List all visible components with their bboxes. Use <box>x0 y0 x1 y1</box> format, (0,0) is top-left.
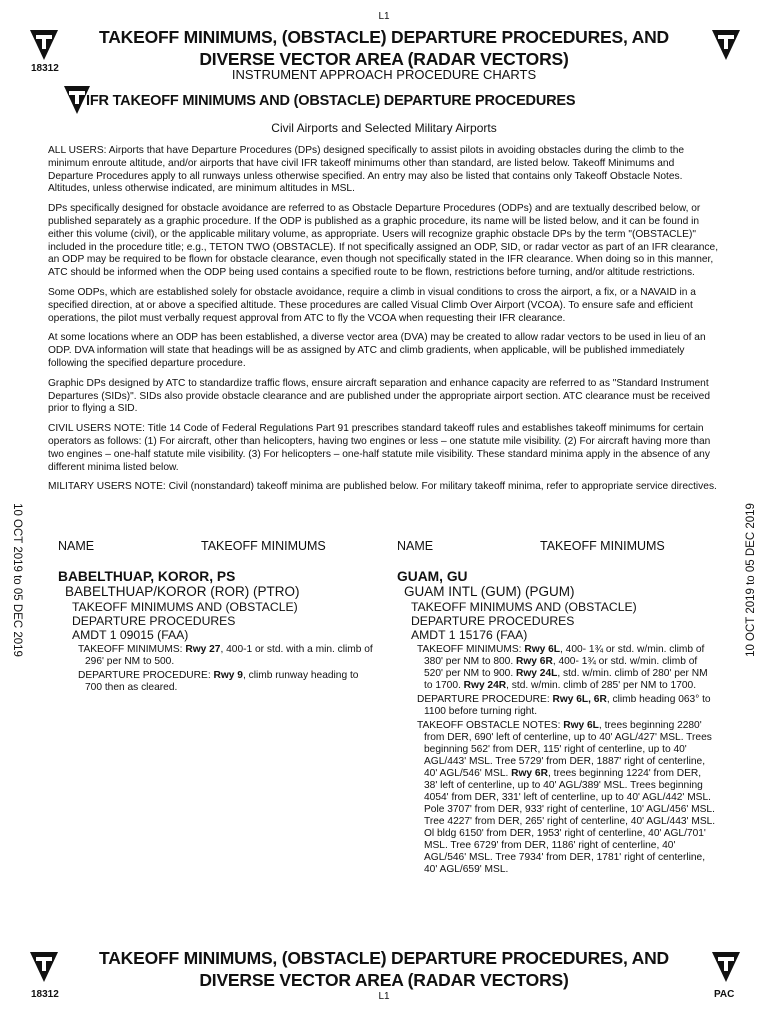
intro-paragraph: CIVIL USERS NOTE: Title 14 Code of Federal Regulations Part 91 prescribes standard takeoff rules and establishes takeoff minimums for certain operators as follows: (1) For aircraft, other than helicopters, having two engines or less – one statute mile visibility. (2) For aircraft having more than two engines – one-half statute mile visibility. (3) For helicopters – one-half statute mile visibility. These standard minima apply in the absence of any different minima listed below. <box>48 423 711 473</box>
intro-paragraph: Some ODPs, which are established solely for obstacle avoidance, require a climb in visual conditions to cross the airport, a fix, or a NAVAID in a specified direction, at or above a specified altitude. These procedures are called Visual Climb Over Airport (VCOA). To ensure safe and efficient operations, the pilot must verbally request approval from ATC to fly the VCOA when requesting their IFR clearance. <box>48 286 696 324</box>
banner-line-2: DIVERSE VECTOR AREA (RADAR VECTORS) <box>199 970 569 990</box>
procedure-text: TAKEOFF OBSTACLE NOTES: <box>417 720 564 731</box>
procedure-title-line: TAKEOFF MINIMUMS AND (OBSTACLE) <box>411 600 637 614</box>
chart-code-bottom-left: 18312 <box>31 989 59 1000</box>
inverted-t-symbol-icon <box>712 30 740 60</box>
intro-paragraph: Graphic DPs designed by ATC to standardize traffic flows, ensure aircraft separation and enhance capacity are referred to as "Standard Instrument Departures (SIDs)". SIDs also provide obstacle clearance and are published under the appropriate airport section. ATC clearance must be received prior to flying a SID. <box>48 377 710 415</box>
region-code-bottom-right: PAC <box>714 989 735 1000</box>
procedure-title-line: DEPARTURE PROCEDURES <box>72 614 236 628</box>
runway-label: Rwy 6R <box>516 656 553 667</box>
amendment-number: AMDT 1 09015 (FAA) <box>72 628 189 642</box>
intro-paragraph: ALL USERS: Airports that have Departure Procedures (DPs) designed specifically to assist pilots in avoiding obstacles during the climb to the minimum enroute altitude, and/or airports that have civil IFR takeoff minimums other than standard, are listed below. Takeoff Minimums and Departure Procedures apply to all runways unless otherwise specified. An entry may also be listed that contains only Takeoff Obstacle Notes. Altitudes, unless otherwise indicated, are minimum altitudes in MSL. <box>48 145 685 195</box>
intro-paragraph: MILITARY USERS NOTE: Civil (nonstandard) takeoff minima are published below. For military takeoff minima, refer to appropriate service directives. <box>48 481 717 493</box>
effective-date-left-margin: 10 OCT 2019 to 05 DEC 2019 <box>11 503 23 657</box>
entry-column-right <box>397 539 717 876</box>
procedure-title-line: DEPARTURE PROCEDURES <box>411 614 575 628</box>
procedure-text: , 400- 1¾ or std. w/min. climb of 380' per NM to 800. <box>424 644 705 667</box>
procedure-text-block <box>417 720 717 876</box>
effective-date-right-margin: 10 OCT 2019 to 05 DEC 2019 <box>745 503 757 657</box>
procedure-text: , std. w/min. climb of 285' per NM to 1700. <box>506 680 697 691</box>
runway-label: Rwy 6L <box>524 644 561 655</box>
civil-heading: Civil Airports and Selected Military Airports <box>271 121 497 135</box>
procedure-text: DEPARTURE PROCEDURE: <box>417 694 553 705</box>
name-header: NAME <box>58 539 95 553</box>
runway-label: Rwy 27 <box>185 644 221 655</box>
column-header <box>58 539 378 559</box>
procedure-text: DEPARTURE PROCEDURE: <box>78 670 214 681</box>
inverted-t-symbol-icon <box>30 30 58 60</box>
procedure-title-line: TAKEOFF MINIMUMS AND (OBSTACLE) <box>72 600 298 614</box>
location-name: BABELTHUAP, KOROR, PS <box>58 569 236 584</box>
section-heading-text: IFR TAKEOFF MINIMUMS AND (OBSTACLE) DEPARTURE PROCEDURES <box>86 93 576 109</box>
procedure-text: , climb runway heading to 700 then as cleared. <box>85 670 359 693</box>
name-header: NAME <box>397 539 434 553</box>
procedure-blocks <box>58 644 378 694</box>
page-number-bottom: L1 <box>378 991 390 1002</box>
runway-label: Rwy 6L, 6R <box>552 694 607 705</box>
inverted-t-symbol-icon <box>30 952 58 982</box>
procedure-text-block <box>78 644 378 668</box>
airport-name: BABELTHUAP/KOROR (ROR) (PTRO) <box>65 584 300 599</box>
procedure-text: , climb heading 063° to 1100 before turning right. <box>424 694 711 717</box>
amendment-number: AMDT 1 15176 (FAA) <box>411 628 528 642</box>
procedure-text: , std. w/min. climb of 280' per NM to 1700. <box>424 668 708 691</box>
column-header <box>397 539 717 559</box>
banner-line-1: TAKEOFF MINIMUMS, (OBSTACLE) DEPARTURE PROCEDURES, AND <box>99 27 669 47</box>
takeoff-minimums-header: TAKEOFF MINIMUMS <box>540 539 665 553</box>
runway-label: Rwy 24R <box>463 680 507 691</box>
banner-line-1: TAKEOFF MINIMUMS, (OBSTACLE) DEPARTURE PROCEDURES, AND <box>99 948 669 968</box>
procedure-text: TAKEOFF MINIMUMS: <box>417 644 525 655</box>
procedure-text-block <box>417 694 717 718</box>
inverted-t-symbol-icon <box>712 952 740 982</box>
intro-paragraph: DPs specifically designed for obstacle avoidance are referred to as Obstacle Departure Procedures (ODPs) and are textually described below, or published separately as a graphic procedure. If the ODP is published as a graphic procedure, its name will be listed below, and it can be found in either this volume (civil), or the applicable military volume, as appropriate. Users will recognize graphic obstacle DPs by the term "(OBSTACLE)" included in the procedure title; e.g., TETON TWO (OBSTACLE). If not specifically assigned an ODP, SID, or radar vector as part of an IFR clearance, an ODP may be required to be flown for obstacle clearance, even though not specifically stated in the IFR clearance. When doing so in this manner, ATC should be informed when the ODP being used contains a specified route to be flown, restrictions before turning, and/or altitude restrictions. <box>48 203 719 279</box>
chart-code-top-left: 18312 <box>31 63 59 74</box>
runway-label: Rwy 6L <box>563 720 599 731</box>
subbanner: INSTRUMENT APPROACH PROCEDURE CHARTS <box>231 67 537 82</box>
procedure-text: , 400- 1¾ or std. w/min. climb of 520' per NM to 900. <box>424 656 698 679</box>
page-banner-bottom <box>60 947 708 991</box>
entry-column-left <box>58 539 378 694</box>
runway-label: Rwy 9 <box>213 670 243 681</box>
procedure-text-block <box>78 670 378 694</box>
airport-name: GUAM INTL (GUM) (PGUM) <box>404 584 575 599</box>
location-name: GUAM, GU <box>397 569 468 584</box>
procedure-text: , 400-1 or std. with a min. climb of 296' per NM to 500. <box>85 644 373 667</box>
procedure-text-block <box>417 644 717 692</box>
page-banner-top <box>60 26 708 70</box>
procedure-blocks <box>397 644 717 876</box>
intro-text <box>48 145 720 501</box>
page-number-top: L1 <box>378 11 390 22</box>
banner-line-2: DIVERSE VECTOR AREA (RADAR VECTORS) <box>199 49 569 69</box>
intro-paragraph: At some locations where an ODP has been established, a diverse vector area (DVA) may be created to allow radar vectors to be used in lieu of an ODP. DVA information will state that headings will be as assigned by ATC and climb gradients, when applicable, will be published immediately following the specified departure procedure. <box>48 332 706 369</box>
runway-label: Rwy 24L <box>516 668 558 679</box>
takeoff-minimums-header: TAKEOFF MINIMUMS <box>201 539 326 553</box>
procedure-text: , trees beginning 1224' from DER, 38' left of centerline, up to 40' AGL/389' MSL. Trees beginning 4054' from DER, 331' left of centerline, up to 40' AGL/442' MSL. Pole 3707' from DER, 933' right of centerline, 10' AGL/456' MSL. Tree 4227' from DER, 265' right of centerline, 40' AGL/443' MSL. Ol bldg 6150' from DER, 1953' right of centerline, 40' AGL/701' MSL. Tree 6729' from DER, 1186' right of centerline, 40' AGL/546' MSL. Tree 7934' from DER, 1781' right of centerline, 40' AGL/659' MSL. <box>424 768 716 875</box>
procedure-text: TAKEOFF MINIMUMS: <box>78 644 186 655</box>
runway-label: Rwy 6R <box>511 768 548 779</box>
procedure-text: , trees beginning 2280' from DER, 690' left of centerline, up to 40' AGL/427' MSL. Trees beginning 562' from DER, 115' right of centerline, up to 40' AGL/443' MSL. Tree 5729' from DER, 1887' right of centerline, 40' AGL/546' MSL. <box>424 720 712 779</box>
